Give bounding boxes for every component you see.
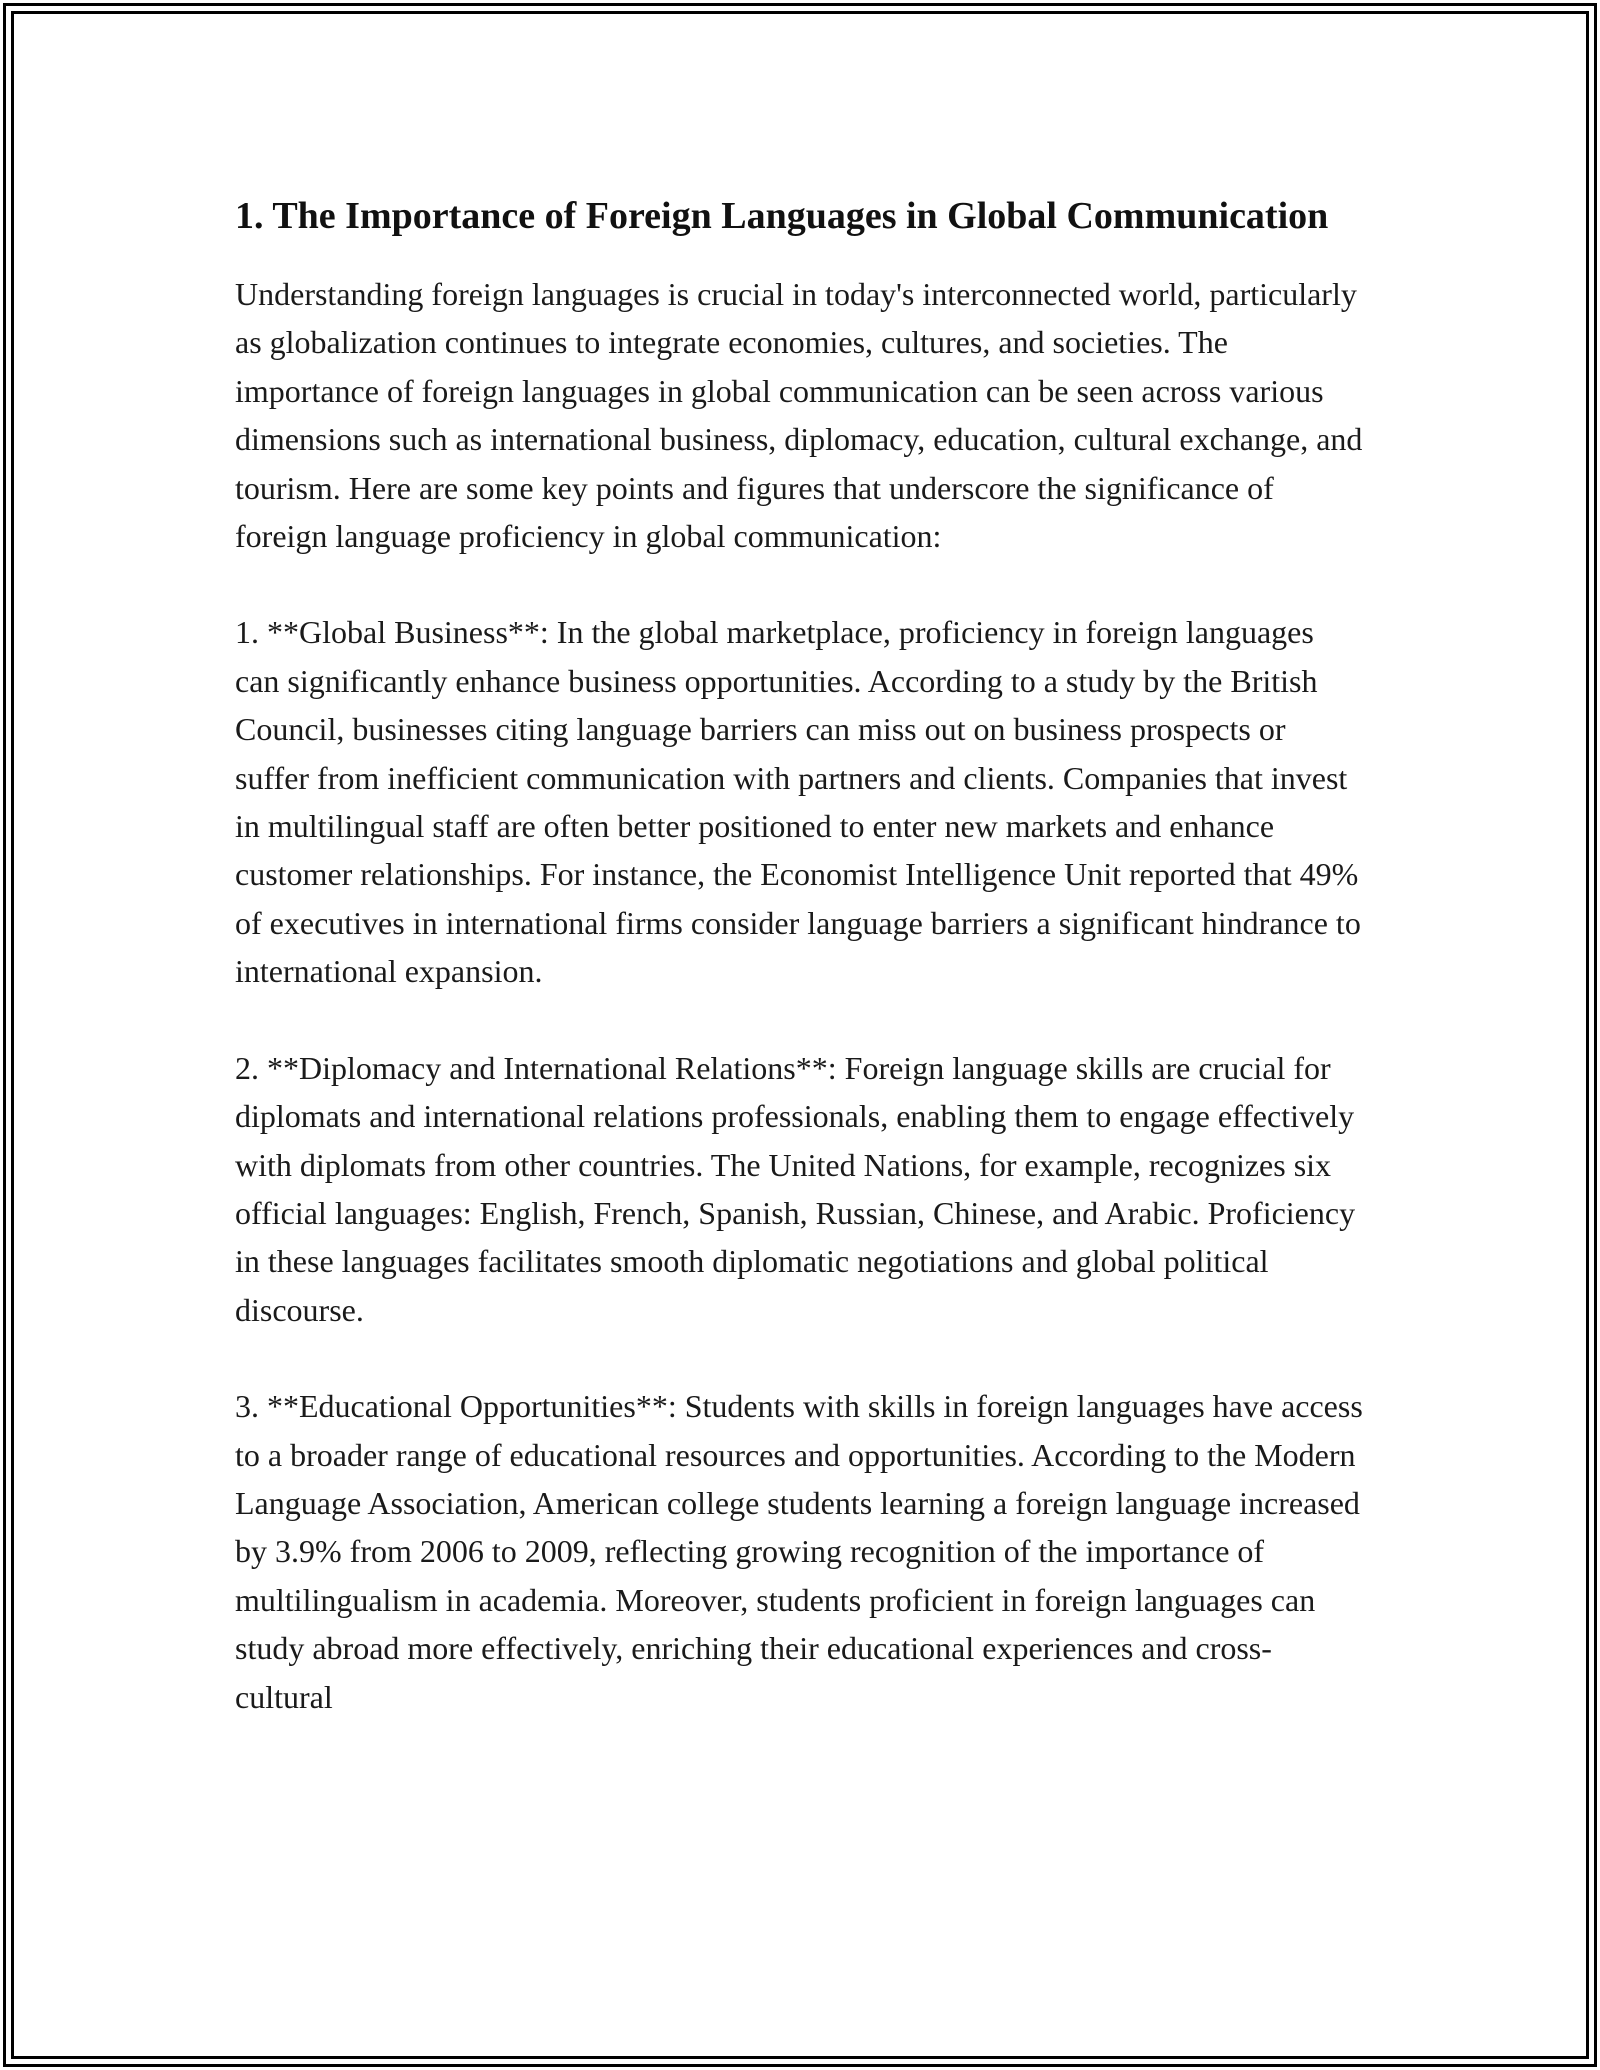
- paragraph-education: 3. **Educational Opportunities**: Students with skills in foreign languages have access to a broader range of educational resources and opportunities. According to the Modern Language Association, American college students learning a foreign language increased by 3.9% from 2006 to 2009, reflecting growing recognition of the importance of multilingualism in academia. Moreover, students proficient in foreign languages can study abroad more effectively, enriching their educational experiences and cross-cultural: [235, 1388, 1363, 1715]
- paragraph-intro: Understanding foreign languages is crucial in today's interconnected world, particularly as globalization continues to integrate economies, cultures, and societies. The importance of foreign languages in global communication can be seen across various dimensions such as international business, diplomacy, education, cultural exchange, and tourism. Here are some key points and figures that underscore the significance of foreign language proficiency in global communication:: [235, 276, 1363, 555]
- paragraph-global-business: 1. **Global Business**: In the global marketplace, proficiency in foreign languages can significantly enhance business opportunities. According to a study by the British Council, businesses citing language barriers can miss out on business prospects or suffer from inefficient communication with partners and clients. Companies that invest in multilingual staff are often better positioned to enter new markets and enhance customer relationships. For instance, the Economist Intelligence Unit reported that 49% of executives in international firms consider language barriers a significant hindrance to international expansion.: [235, 614, 1361, 990]
- document-title: 1. The Importance of Foreign Languages in Global Communication: [235, 195, 1329, 237]
- paragraph-diplomacy: 2. **Diplomacy and International Relations**: Foreign language skills are crucial for diplomats and international relations professionals, enabling them to engage effectively with diplomats from other countries. The United Nations, for example, recognizes six official languages: English, French, Spanish, Russian, Chinese, and Arabic. Proficiency in these languages facilitates smooth diplomatic negotiations and global political discourse.: [235, 1049, 1356, 1328]
- document-body: [235, 188, 1365, 1769]
